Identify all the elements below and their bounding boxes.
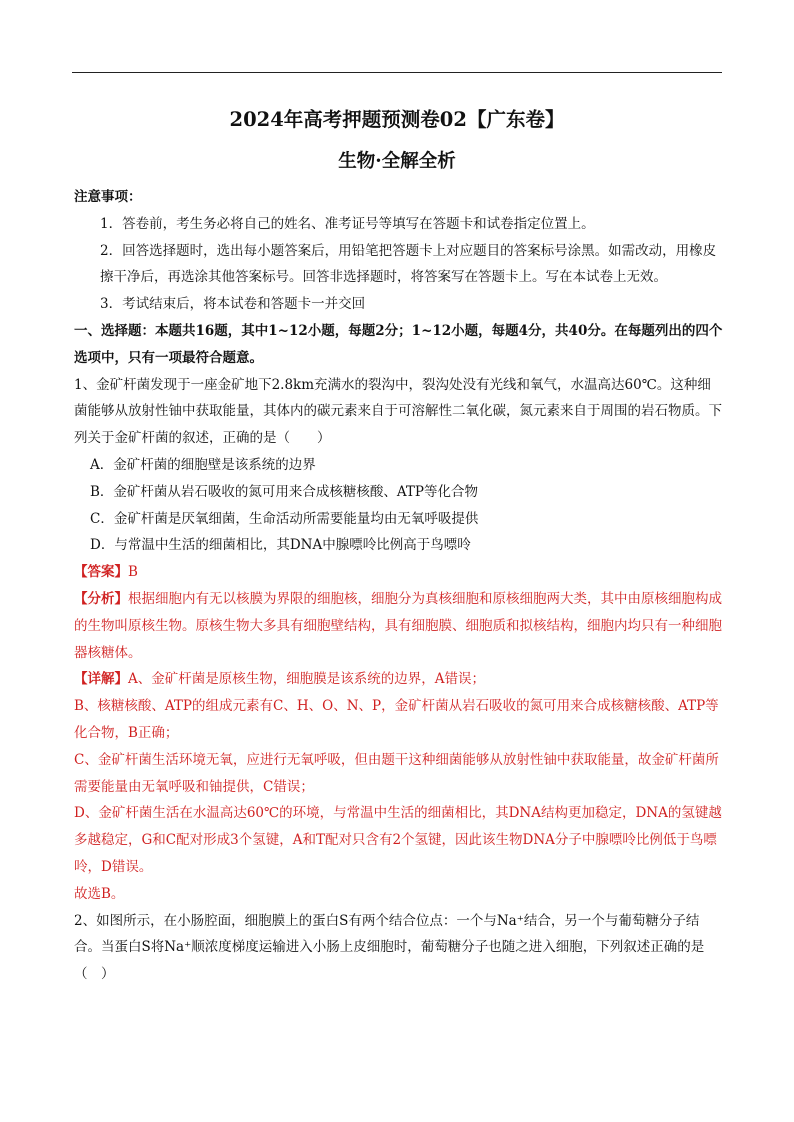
- analysis-tag: 【分析】: [74, 590, 128, 607]
- detail-line-d: D、金矿杆菌生活在水温高达60℃的环境，与常温中生活的细菌相比，其DNA结构更加稳定，DNA的氢键越多越稳定，G和C配对形成3个氢键，A和T配对只含有2个氢键，因此该生物DNA分子中腺嘌呤比例低于鸟嘌呤，D错误。: [74, 805, 722, 875]
- notice-item-2: 2．回答选择题时，选出每小题答案后，用铅笔把答题卡上对应题目的答案标号涂黑。如需改动，用橡皮擦干净后，再选涂其他答案标号。回答非选择题时，将答案写在答题卡上。写在本试卷上无效。: [100, 242, 717, 286]
- conclusion-line: 故选B。: [74, 885, 125, 902]
- question-1-stem: 1、金矿杆菌发现于一座金矿地下2.8km充满水的裂沟中，裂沟处没有光线和氧气，水温高达60℃。这种细菌能够从放射性铀中获取能量，其体内的碳元素来自于可溶解性二氧化碳，氮元素来自于周围的岩石物质。下列关于金矿杆菌的叙述，正确的是（ ）: [74, 376, 722, 447]
- analysis-paragraph: [74, 586, 724, 666]
- detail-tag: 【详解】: [74, 671, 128, 688]
- notice-item-1: 1．答卷前，考生务必将自己的姓名、准考证号等填写在答题卡和试卷指定位置上。: [100, 215, 595, 232]
- page-title: 2024年高考押题预测卷02【广东卷】: [229, 108, 565, 131]
- detail-line-a: [74, 666, 724, 693]
- notice-label: 注意事项：: [74, 189, 142, 205]
- detail-line-b: B、核糖核酸、ATP的组成元素有C、H、O、N、P，金矿杆菌从岩石吸收的氮可用来合成核糖核酸、ATP等化合物，B正确；: [74, 698, 719, 741]
- answer-value: B: [128, 564, 138, 581]
- question-1-option-c: C．金矿杆菌是厌氧细菌，生命活动所需要能量均由无氧呼吸提供: [90, 510, 479, 527]
- question-1-option-d: D．与常温中生活的细菌相比，其DNA中腺嘌呤比例高于鸟嘌呤: [90, 537, 471, 554]
- question-1-option-a: A．金矿杆菌的细胞壁是该系统的边界: [90, 456, 316, 473]
- answer-tag: 【答案】: [74, 564, 128, 581]
- question-1-option-b: B．金矿杆菌从岩石吸收的氮可用来合成核糖核酸、ATP等化合物: [90, 483, 479, 500]
- header-rule: [72, 72, 722, 73]
- section-heading: 一、选择题：本题共16题，其中1~12小题，每题2分；1~12小题，每题4分，共40分。在每题列出的四个选项中，只有一项最符合题意。: [74, 322, 723, 366]
- detail-text-a: A、金矿杆菌是原核生物，细胞膜是该系统的边界，A错误；: [128, 671, 485, 688]
- question-2-stem: 2、如图所示，在小肠腔面，细胞膜上的蛋白S有两个结合位点：一个与Na⁺结合，另一个与葡萄糖分子结合。当蛋白S将Na⁺顺浓度梯度运输进入小肠上皮细胞时，葡萄糖分子也随之进入细胞，下列叙述正确的是（ ）: [74, 912, 705, 983]
- analysis-text: 根据细胞内有无以核膜为界限的细胞核，细胞分为真核细胞和原核细胞两大类，其中由原核细胞构成的生物叫原核生物。原核生物大多具有细胞壁结构，具有细胞膜、细胞质和拟核结构，细胞内均只有一种细胞器核糖体。: [74, 590, 722, 661]
- page-subtitle: 生物·全解全析: [338, 151, 456, 172]
- notice-item-3: 3．考试结束后，将本试卷和答题卡一并交回: [100, 296, 366, 313]
- detail-line-c: C、金矿杆菌生活环境无氧，应进行无氧呼吸，但由题干这种细菌能够从放射性铀中获取能量，故金矿杆菌所需要能量由无氧呼吸和铀提供，C错误；: [74, 751, 719, 795]
- answer-line: [74, 559, 724, 586]
- document-body: [74, 184, 724, 988]
